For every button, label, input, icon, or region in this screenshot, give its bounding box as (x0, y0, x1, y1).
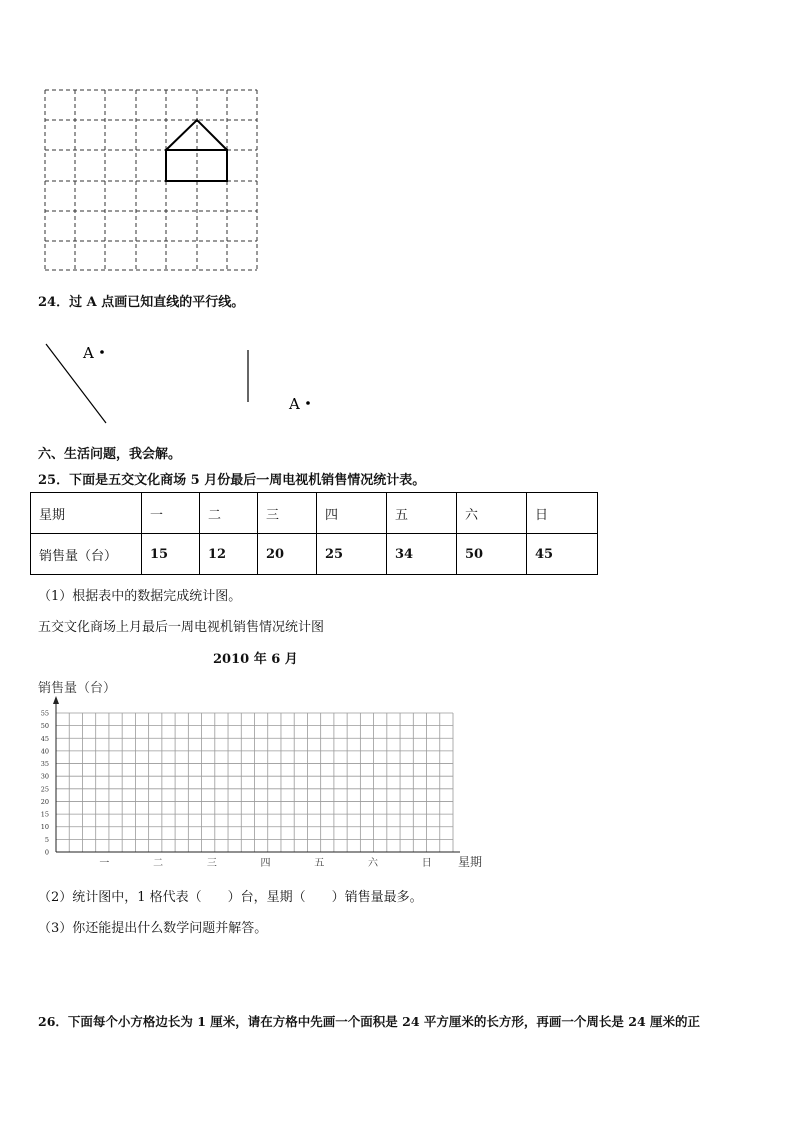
table-cell: 25 (317, 534, 387, 575)
chart-x-tick-label: 二 (153, 858, 164, 869)
chart-x-axis-label: 星期 (458, 855, 483, 869)
point-a-label-left: A (83, 344, 94, 362)
chart-x-tick-label: 一 (99, 858, 110, 869)
table-cell: 45 (527, 534, 598, 575)
table-cell: 日 (527, 493, 598, 534)
table-cell: 20 (258, 534, 317, 575)
table-cell: 12 (200, 534, 258, 575)
table-cell: 五 (387, 493, 457, 534)
chart-x-tick-label: 六 (368, 858, 379, 869)
table-cell: 二 (200, 493, 258, 534)
question-25-text: 25．下面是五交文化商场 5 月份最后一周电视机销售情况统计表。 (38, 473, 426, 488)
chart-x-tick-label: 五 (314, 858, 325, 869)
chart-y-tick-label: 5 (44, 835, 49, 844)
question-25-sub-1: （1）根据表中的数据完成统计图。 (38, 589, 242, 604)
chart-y-tick-label: 45 (40, 734, 49, 743)
chart-y-tick-label: 55 (40, 709, 49, 718)
table-cell: 50 (457, 534, 527, 575)
chart-x-tick-label: 四 (260, 858, 271, 869)
question-24-text: 24．过 A 点画已知直线的平行线。 (38, 295, 245, 310)
chart-y-tick-label: 0 (44, 848, 49, 857)
chart-x-tick-label: 日 (421, 858, 432, 869)
question-25-sub-3: （3）你还能提出什么数学问题并解答。 (38, 921, 268, 936)
point-a-label-right: A (289, 395, 300, 413)
chart-y-tick-label: 20 (40, 797, 49, 806)
house-shape (166, 120, 227, 181)
table-cell: 15 (142, 534, 200, 575)
table-cell: 星期 (31, 493, 142, 534)
chart-y-axis-label: 销售量（台） (38, 681, 117, 696)
point-a-right (306, 401, 310, 405)
question-26-text: 26．下面每个小方格边长为 1 厘米，请在方格中先画一个面积是 24 平方厘米的长方形，再画一个周长是 24 厘米的正 (38, 1014, 700, 1029)
table-cell: 一 (142, 493, 200, 534)
question-25-sub-2: （2）统计图中，1 格代表（ ）台，星期（ ）销售量最多。 (38, 890, 423, 905)
chart-y-tick-label: 30 (40, 772, 49, 781)
chart-axes (53, 696, 460, 852)
chart-y-tick-label: 40 (40, 747, 49, 756)
point-a-left (100, 350, 104, 354)
chart-date: 2010 年 6 月 (213, 652, 298, 667)
house-grid-figure (40, 86, 262, 274)
table-row (31, 534, 598, 575)
table-cell: 六 (457, 493, 527, 534)
sales-bar-chart (30, 676, 500, 876)
table-cell: 四 (317, 493, 387, 534)
chart-title: 五交文化商场上月最后一周电视机销售情况统计图 (38, 620, 325, 635)
chart-y-axis-arrow (53, 696, 59, 704)
table-cell: 销售量（台） (31, 534, 142, 575)
table-cell: 三 (258, 493, 317, 534)
sales-table (30, 492, 598, 575)
chart-grid (56, 713, 453, 852)
parallel-lines-figure (40, 336, 340, 428)
chart-y-tick-label: 25 (40, 785, 49, 794)
chart-y-tick-label: 10 (40, 823, 49, 832)
chart-y-tick-label: 35 (40, 760, 49, 769)
table-row (31, 493, 598, 534)
chart-y-tick-label: 50 (40, 722, 49, 731)
table-cell: 34 (387, 534, 457, 575)
section-6-heading: 六、生活问题，我会解。 (38, 447, 182, 462)
chart-x-tick-label: 三 (206, 858, 217, 869)
chart-y-tick-label: 15 (40, 810, 49, 819)
